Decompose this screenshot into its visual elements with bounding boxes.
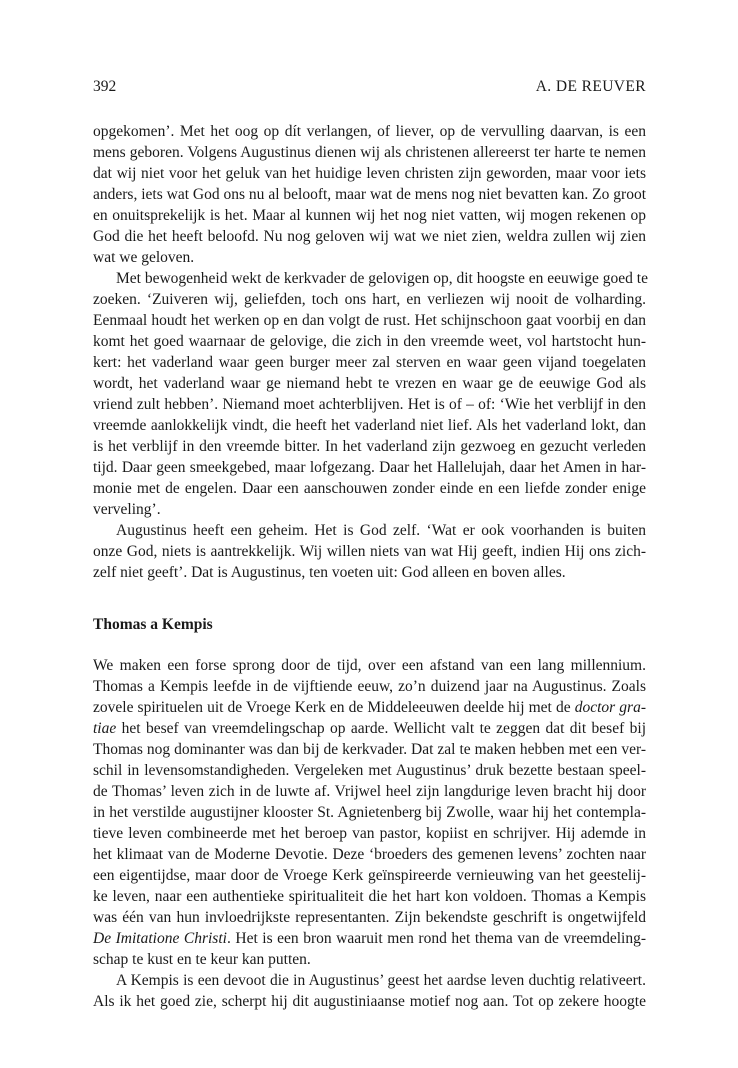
paragraph-line: We maken een forse sprong door de tijd, over een afstand van een lang millennium.: [93, 657, 646, 674]
paragraph-line: in het verstilde augustijner klooster St. Agnietenberg bij Zwolle, waar hij het contempla-: [93, 804, 646, 821]
paragraph-line: tieve leven combineerde met het beroep van pastor, kopiist en schrijver. Hij ademde in: [93, 825, 646, 842]
italic-term: doctor gra-: [574, 699, 646, 716]
paragraph-line: ke leven, naar een authentieke spiritualiteit die het hart kon voldoen. Thomas a Kempis: [93, 888, 646, 905]
paragraph-line: vreemde aanlokkelijk vindt, die heeft het vaderland niet lief. Als het vaderland lokt, dan: [93, 417, 646, 434]
paragraph-line: [93, 928, 646, 949]
section-heading: Thomas a Kempis: [93, 616, 213, 633]
paragraph-line: onze God, niets is aantrekkelijk. Wij willen niets van wat Hij geeft, indien Hij ons zich-: [93, 543, 646, 560]
paragraph-line: A Kempis is een devoot die in Augustinus’ geest het aardse leven duchtig relativeert.: [116, 972, 646, 989]
running-head: A. DE REUVER: [535, 78, 646, 95]
paragraph-line: Als ik het goed zie, scherpt hij dit augustiniaanse motief nog aan. Tot op zekere hoogte: [93, 993, 646, 1010]
paragraph-line: Met bewogenheid wekt de kerkvader de gelovigen op, dit hoogste en eeuwige goed te: [116, 270, 648, 287]
paragraph-line: [93, 718, 646, 739]
book-title: De Imitatione Christi: [93, 930, 227, 947]
paragraph-line: Thomas a Kempis leefde in de vijftiende eeuw, zo’n duizend jaar na Augustinus. Zoals: [93, 678, 646, 695]
paragraph-line: kert: het vaderland waar geen burger meer zal sterven en waar geen vijand toegelaten: [93, 354, 646, 371]
paragraph-line: en onuitsprekelijk is het. Maar al kunnen wij het nog niet vatten, wij mogen rekenen op: [93, 207, 646, 224]
paragraph-line: een eigentijdse, maar door de Vroege Kerk geïnspireerde vernieuwing van het geestelij-: [93, 867, 646, 884]
paragraph-line: zoeken. ‘Zuiveren wij, geliefden, toch ons hart, en verliezen wij nooit de volharding.: [93, 291, 646, 308]
paragraph-line: zelf niet geeft’. Dat is Augustinus, ten voeten uit: God alleen en boven alles.: [93, 564, 566, 581]
italic-term: tiae: [93, 720, 117, 737]
paragraph-line: opgekomen’. Met het oog op dít verlangen, of liever, op de vervulling daarvan, is een: [93, 123, 646, 140]
paragraph-line: [93, 697, 646, 718]
paragraph-line: komt het goed waarnaar de gelovige, die zich in den vreemde weet, vol hartstocht hun-: [93, 333, 646, 350]
paragraph-line: monie met de engelen. Daar een aanschouwen zonder einde en een liefde zonder enige: [93, 480, 646, 497]
paragraph-line: het klimaat van de Moderne Devotie. Deze ‘broeders des gemenen levens’ zochten naar: [93, 846, 646, 863]
paragraph-line: verveling’.: [93, 501, 161, 518]
paragraph-line: dat wij niet voor het geluk van het huidige leven christen zijn geworden, maar voor iets: [93, 165, 646, 182]
paragraph-line: mens geboren. Volgens Augustinus dienen wij als christenen allereerst ter harte te nemen: [93, 144, 646, 161]
paragraph-line: wat we geloven.: [93, 249, 195, 266]
paragraph-line: God die het heeft beloofd. Nu nog geloven wij wat we niet zien, weldra zullen wij zien: [93, 228, 646, 245]
line-text: . Het is een bron waaruit men rond het thema van de vreemdeling-: [226, 930, 646, 947]
paragraph-line: Eenmaal houdt het werken op en dan volgt de rust. Het schijnschoon gaat voorbij en dan: [93, 312, 646, 329]
paragraph-line: vriend zult hebben’. Niemand moet achterblijven. Het is of – of: ‘Wie het verblijf in den: [93, 396, 646, 413]
paragraph-line: schil in levensomstandigheden. Vergeleken met Augustinus’ druk bezette bestaan speel-: [93, 762, 646, 779]
paragraph-line: de Thomas’ leven zich in de luwte af. Vrijwel heel zijn langdurige leven bracht hij door: [93, 783, 646, 800]
line-text: zovele spirituelen uit de Vroege Kerk en de Middeleeuwen deelde hij met de: [93, 699, 571, 716]
page-header: [93, 78, 646, 100]
line-text: het besef van vreemdelingschap op aarde. Wellicht valt te zeggen dat dit besef bij: [121, 720, 647, 737]
paragraph-line: is het verblijf in den vreemde bitter. In het vaderland zijn gezwoeg en gezucht verleden: [93, 438, 646, 455]
paragraph-line: anders, iets wat God ons nu al belooft, maar wat de mens nog niet bevatten kan. Zo groot: [93, 186, 646, 203]
paragraph-line: schap te kust en te keur kan putten.: [93, 951, 311, 968]
paragraph-line: tijd. Daar geen smeekgebed, maar lofgezang. Daar het Hallelujah, daar het Amen in har-: [93, 459, 646, 476]
paragraph-line: Augustinus heeft een geheim. Het is God zelf. ‘Wat er ook voorhanden is buiten: [116, 522, 646, 539]
paragraph-line: wordt, het vaderland waar ge niemand hebt te vrezen en waar ge de eeuwige God als: [93, 375, 646, 392]
paragraph-line: was één van hun invloedrijkste representanten. Zijn bekendste geschrift is ongetwijfeld: [93, 909, 646, 926]
paragraph-line: Thomas nog dominanter was dan bij de kerkvader. Dat zal te maken hebben met een ver-: [93, 741, 646, 758]
page-number: 392: [93, 78, 117, 95]
